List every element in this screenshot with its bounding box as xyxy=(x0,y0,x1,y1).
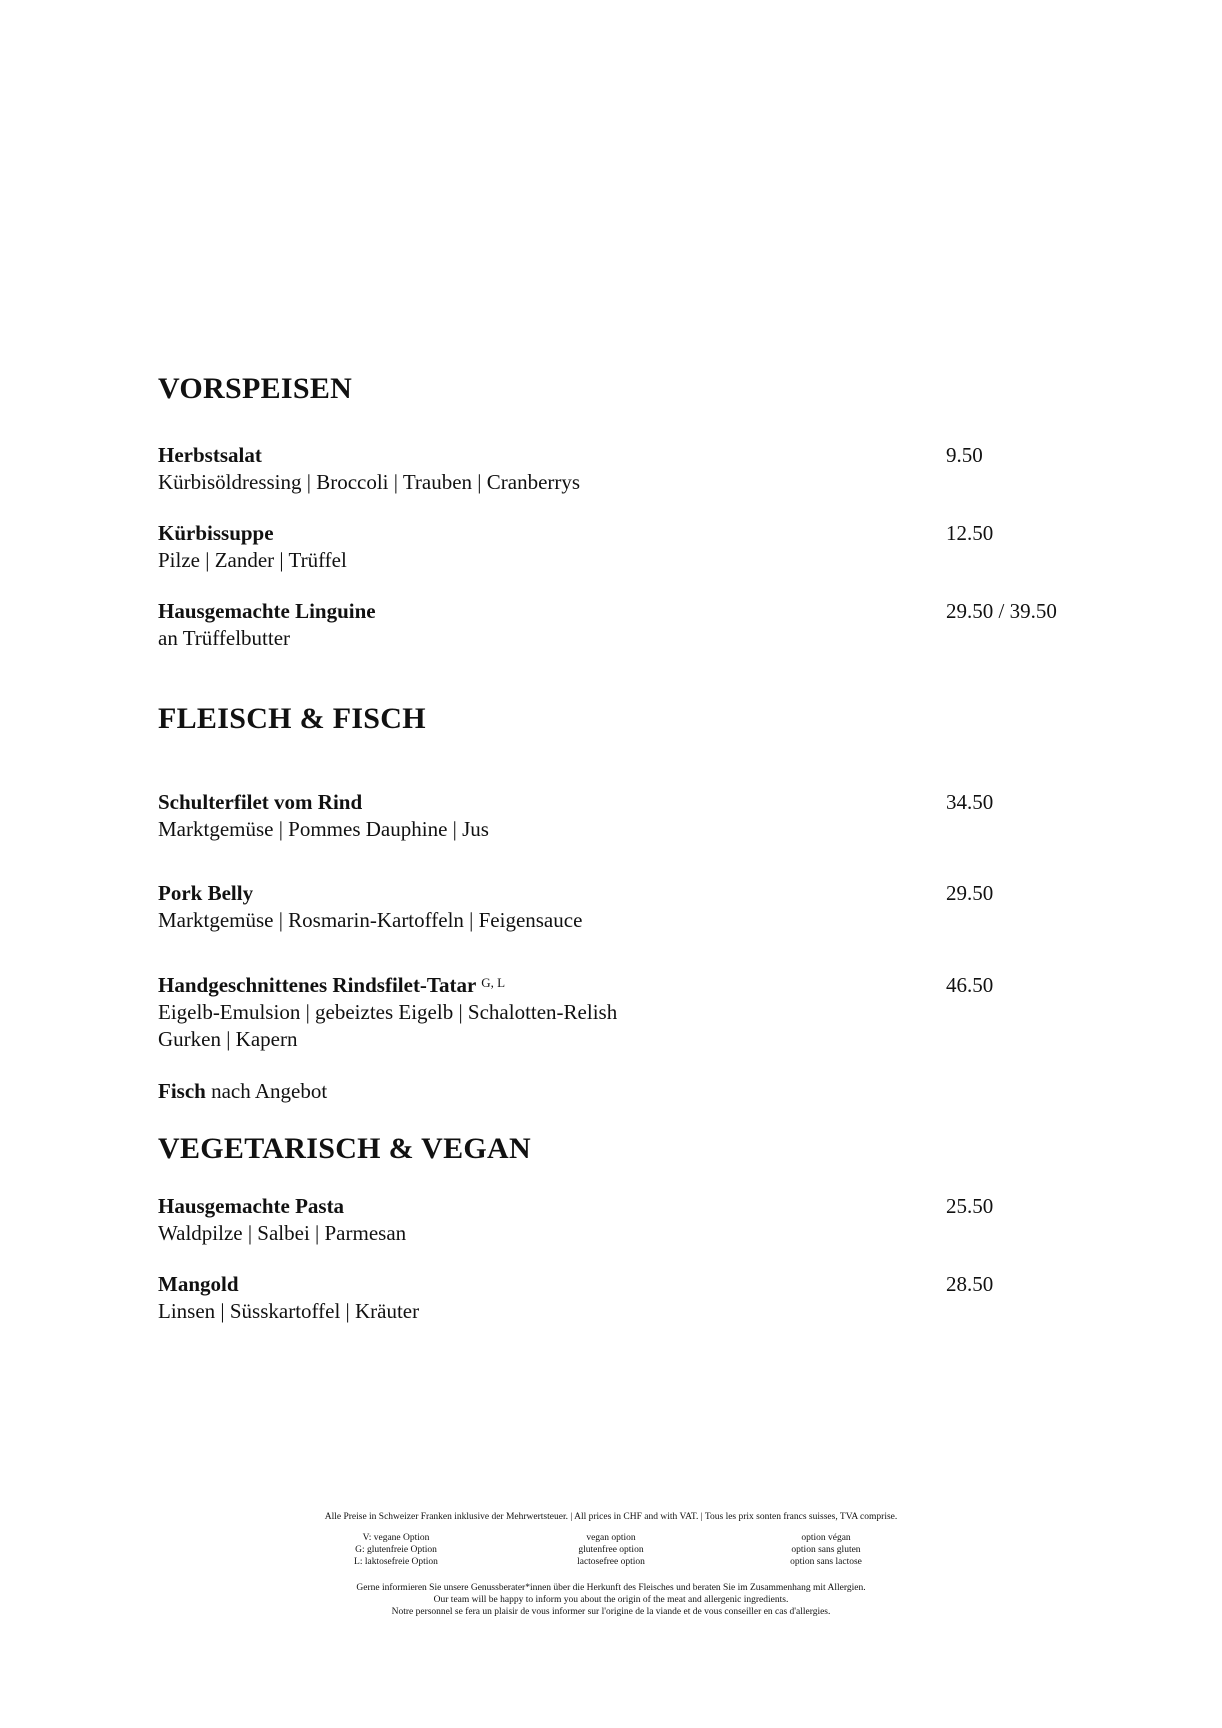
item-name-text: Handgeschnittenes Rindsfilet-Tatar xyxy=(158,973,476,997)
info-line-fr: Notre personnel se fera un plaisir de vous informer sur l'origine de la viande et de vous conseiller en cas d'allergies. xyxy=(391,1607,831,1617)
legend-line: vegan option xyxy=(586,1533,636,1543)
item-price: 29.50 / 39.50 xyxy=(946,599,1057,623)
item-price: 28.50 xyxy=(946,1272,994,1296)
menu-item xyxy=(158,972,1118,1053)
legend-line: option végan xyxy=(801,1533,851,1543)
item-price: 34.50 xyxy=(946,790,994,814)
menu-item xyxy=(158,442,1118,496)
legend-french xyxy=(716,1532,936,1568)
menu-item xyxy=(158,520,1118,574)
fisch-note xyxy=(158,1078,327,1105)
info-line-de: Gerne informieren Sie unsere Genussberater*innen über die Herkunft des Fleisches und beraten Sie im Zusammenhang mit Allergien. xyxy=(356,1583,866,1593)
item-name: Pork Belly xyxy=(158,881,254,905)
legend-line: glutenfree option xyxy=(578,1545,644,1555)
allergy-info xyxy=(0,1582,1222,1618)
legend-line: G: glutenfreie Option xyxy=(355,1545,437,1555)
fisch-rest: nach Angebot xyxy=(205,1079,328,1103)
legend-line: lactosefree option xyxy=(577,1557,645,1567)
item-name: Schulterfilet vom Rind xyxy=(158,790,363,814)
item-price: 25.50 xyxy=(946,1194,994,1218)
item-name: Mangold xyxy=(158,1272,239,1296)
item-price: 46.50 xyxy=(946,973,994,997)
item-description: Gurken | Kapern xyxy=(158,1027,298,1051)
item-description: Pilze | Zander | Trüffel xyxy=(158,548,347,572)
menu-item xyxy=(158,1271,1118,1325)
legend-line: V: vegane Option xyxy=(362,1533,430,1543)
item-description: Kürbisöldressing | Broccoli | Trauben | Cranberrys xyxy=(158,470,581,494)
item-description: Eigelb-Emulsion | gebeiztes Eigelb | Schalotten-Relish xyxy=(158,1000,618,1024)
item-description: an Trüffelbutter xyxy=(158,626,291,650)
allergen-superscript: G, L xyxy=(481,975,506,990)
item-name: Kürbissuppe xyxy=(158,521,274,545)
legend-german xyxy=(286,1532,506,1568)
item-description: Marktgemüse | Pommes Dauphine | Jus xyxy=(158,817,489,841)
info-line-en: Our team will be happy to inform you about the origin of the meat and allergenic ingredients. xyxy=(433,1595,789,1605)
fisch-label: Fisch xyxy=(158,1079,206,1103)
legend-english xyxy=(501,1532,721,1568)
menu-item xyxy=(158,1193,1118,1247)
legend-line: L: laktosefreie Option xyxy=(354,1557,438,1567)
item-price: 29.50 xyxy=(946,881,994,905)
item-name: Hausgemachte Pasta xyxy=(158,1194,345,1218)
item-price: 9.50 xyxy=(946,443,983,467)
section-title-fleisch-fisch: FLEISCH & FISCH xyxy=(158,702,426,735)
menu-item xyxy=(158,880,1118,934)
item-description: Marktgemüse | Rosmarin-Kartoffeln | Feigensauce xyxy=(158,908,583,932)
item-name: Herbstsalat xyxy=(158,443,262,467)
item-name: Hausgemachte Linguine xyxy=(158,599,376,623)
section-title-vegetarisch-vegan: VEGETARISCH & VEGAN xyxy=(158,1132,531,1165)
item-description: Linsen | Süsskartoffel | Kräuter xyxy=(158,1299,420,1323)
item-price: 12.50 xyxy=(946,521,994,545)
menu-item xyxy=(158,598,1118,652)
price-note: Alle Preise in Schweizer Franken inklusive der Mehrwertsteuer. | All prices in CHF and with VAT. | Tous les prix sonten francs suisses, TVA comprise. xyxy=(324,1512,898,1522)
item-description: Waldpilze | Salbei | Parmesan xyxy=(158,1221,407,1245)
legend-line: option sans lactose xyxy=(790,1557,862,1567)
legend-line: option sans gluten xyxy=(791,1545,861,1555)
section-title-vorspeisen: VORSPEISEN xyxy=(158,372,353,405)
menu-item xyxy=(158,789,1118,843)
